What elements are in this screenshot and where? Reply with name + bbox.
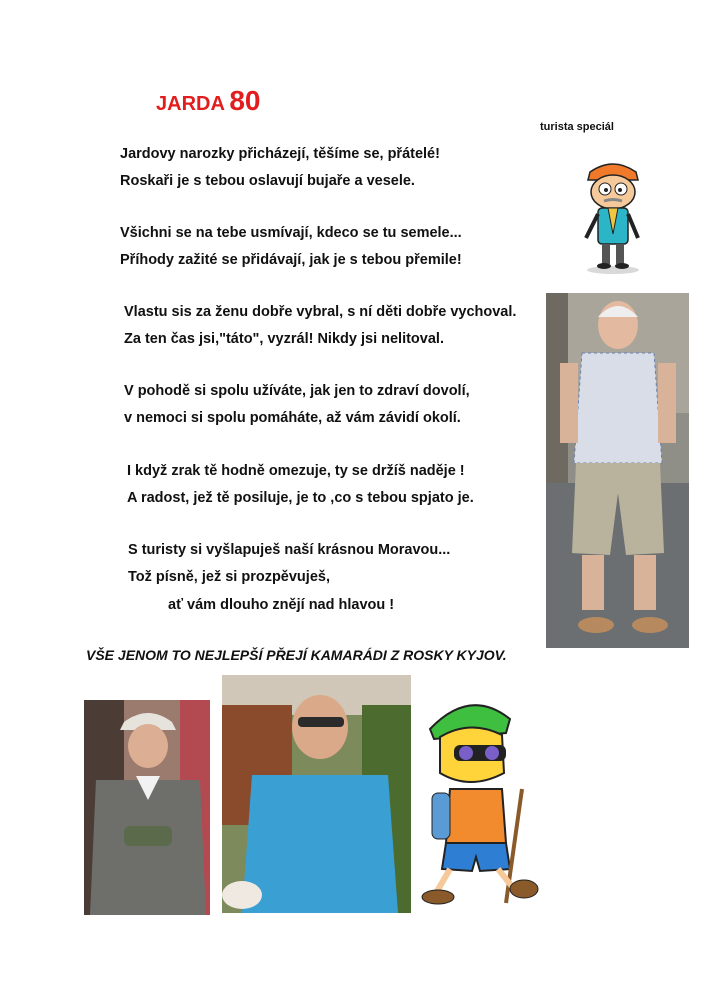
poem-line: I když zrak tě hodně omezuje, ty se držíš naděje ! <box>127 463 465 479</box>
photo-standing <box>546 293 689 648</box>
poem-line: Tož písně, jež si prozpěvuješ, <box>128 569 330 585</box>
poem-line: Roskaři je s tebou oslavují bujaře a vesele. <box>120 173 415 189</box>
title-number: 80 <box>229 85 261 116</box>
photo-blue-shirt <box>222 675 411 913</box>
poem-line: Všichni se na tebe usmívají, kdeco se tu semele... <box>120 225 462 241</box>
turista-label: turista speciál <box>540 121 614 133</box>
cartoon-hiker-icon <box>410 693 556 916</box>
poem-line: ať vám dlouho znějí nad hlavou ! <box>168 597 395 613</box>
cartoon-grandpa-icon <box>576 158 650 276</box>
poem-line: v nemoci si spolu pomáháte, až vám závidí okolí. <box>124 410 461 426</box>
poem-line: Za ten čas jsi,"táto", vyzrál! Nikdy jsi nelitoval. <box>124 331 444 347</box>
poem-line: V pohodě si spolu užíváte, jak jen to zdraví dovolí, <box>124 383 470 399</box>
poem-line: Příhody zažité se přidávají, jak je s tebou přemile! <box>120 252 462 268</box>
page-title <box>156 85 261 117</box>
poem-line: Jardovy narozky přicházejí, těšíme se, přátelé! <box>120 146 440 162</box>
photo-cap-jacket <box>84 700 210 915</box>
closing-wish: VŠE JENOM TO NEJLEPŠÍ PŘEJÍ KAMARÁDI Z ROSKY KYJOV. <box>86 647 507 663</box>
poem-line: S turisty si vyšlapuješ naší krásnou Moravou... <box>128 542 451 558</box>
poem-line: Vlastu sis za ženu dobře vybral, s ní děti dobře vychoval. <box>124 304 517 320</box>
title-word: JARDA <box>156 93 225 115</box>
poem-line: A radost, jež tě posiluje, je to ,co s tebou spjato je. <box>127 490 474 506</box>
